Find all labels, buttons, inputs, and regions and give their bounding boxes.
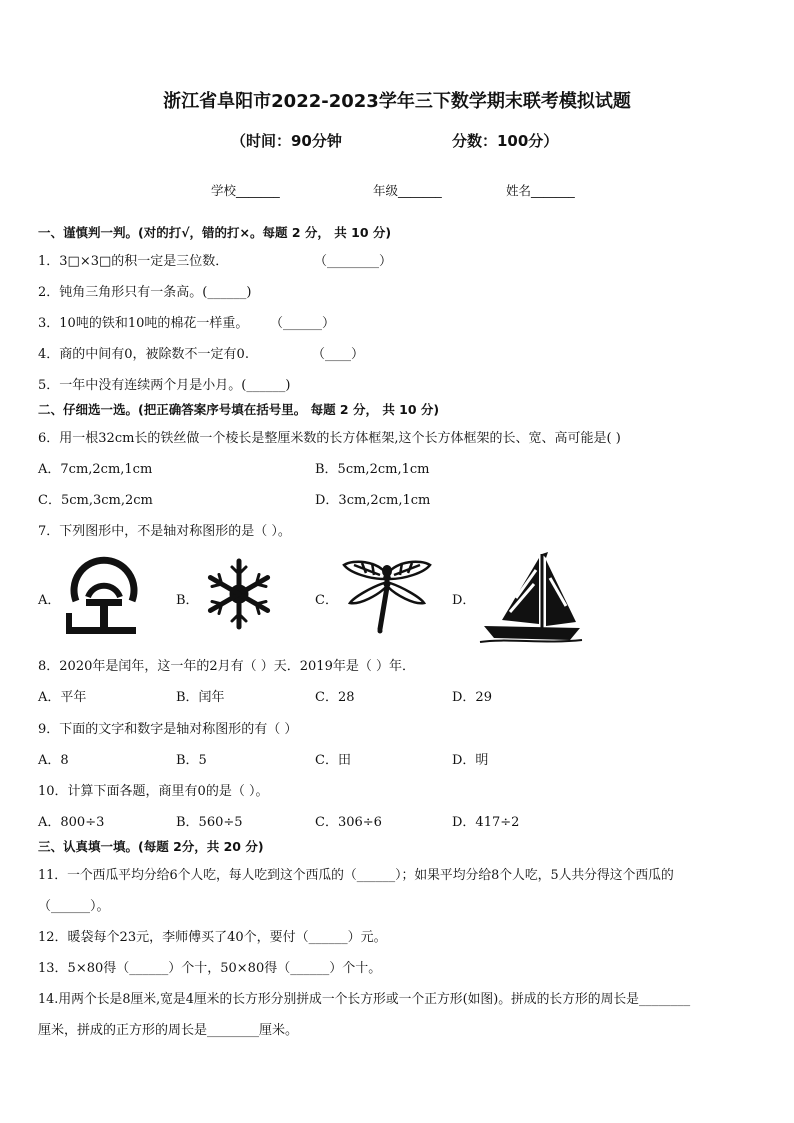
question-1: 1．3□×3□的积一定是三位数． bbox=[38, 254, 229, 269]
question-9: 9．下面的文字和数字是轴对称图形的有（ ） bbox=[38, 722, 298, 737]
question-7: 7．下列图形中，不是轴对称图形的是（ ）。 bbox=[38, 524, 291, 539]
question-6-option-c: C．5cm,3cm,2cm bbox=[38, 493, 153, 508]
question-10-option-b: B．560÷5 bbox=[176, 815, 243, 830]
question-1-blank: （________） bbox=[314, 254, 393, 269]
question-9-option-c: C．田 bbox=[315, 753, 351, 768]
question-10-option-a: A．800÷3 bbox=[38, 815, 105, 830]
question-4-blank: （____） bbox=[312, 347, 365, 362]
question-5: 5．一年中没有连续两个月是小月。(______) bbox=[38, 378, 291, 393]
question-13: 13．5×80得（______）个十，50×80得（______）个十。 bbox=[38, 961, 382, 976]
section-1-heading: 一、谨慎判一判。(对的打√，错的打×。每题 2 分， 共 10 分) bbox=[38, 225, 392, 240]
question-3-blank: （______） bbox=[270, 316, 336, 331]
question-8: 8．2020年是闰年，这一年的2月有（ ）天．2019年是（ ）年． bbox=[38, 659, 415, 674]
question-9-option-b: B．5 bbox=[176, 753, 207, 768]
question-7-option-d: D． bbox=[452, 593, 476, 608]
question-6-option-b: B．5cm,2cm,1cm bbox=[315, 462, 430, 477]
question-12: 12．暖袋每个23元，李师傅买了40个，要付（______）元。 bbox=[38, 930, 387, 945]
question-6: 6．用一根32cm长的铁丝做一个棱长是整厘米数的长方体框架,这个长方体框架的长、宽、高可能是( ) bbox=[38, 431, 621, 446]
question-4: 4．商的中间有0，被除数不一定有0. bbox=[38, 347, 249, 362]
subway-logo-icon bbox=[62, 553, 146, 639]
question-14-line-1: 14.用两个长是8厘米,宽是4厘米的长方形分别拼成一个长方形或一个正方形(如图)。拼成的长方形的周长是________ bbox=[38, 992, 691, 1007]
section-2-heading: 二、仔细选一选。(把正确答案序号填在括号里。 每题 2 分， 共 10 分) bbox=[38, 402, 440, 417]
question-11-line-1: 11．一个西瓜平均分给6个人吃，每人吃到这个西瓜的（______）；如果平均分给8个人吃，5人共分得这个西瓜的 bbox=[38, 868, 674, 883]
question-6-option-a: A．7cm,2cm,1cm bbox=[38, 462, 153, 477]
grade-field: 年级_______ bbox=[373, 183, 442, 198]
question-9-option-a: A．8 bbox=[38, 753, 69, 768]
page-title: 浙江省阜阳市2022-2023学年三下数学期末联考模拟试题 bbox=[163, 91, 631, 112]
question-10-option-c: C．306÷6 bbox=[315, 815, 382, 830]
question-7-option-c: C． bbox=[315, 593, 338, 608]
question-14-line-2: 厘米，拼成的正方形的周长是________厘米。 bbox=[38, 1023, 299, 1038]
exam-score: 分数：100分） bbox=[452, 132, 559, 150]
question-8-option-a: A．平年 bbox=[38, 690, 87, 705]
question-2: 2．钝角三角形只有一条高。(______) bbox=[38, 285, 252, 300]
question-3: 3．10吨的铁和10吨的棉花一样重。 bbox=[38, 316, 249, 331]
question-9-option-d: D．明 bbox=[452, 753, 489, 768]
section-3-heading: 三、认真填一填。(每题 2分，共 20 分) bbox=[38, 839, 264, 854]
exam-time: （时间：90分钟 bbox=[231, 132, 342, 150]
question-10: 10．计算下面各题，商里有0的是（ ）。 bbox=[38, 784, 269, 799]
question-10-option-d: D．417÷2 bbox=[452, 815, 520, 830]
question-11-line-2: （______）。 bbox=[38, 899, 110, 914]
school-field: 学校_______ bbox=[211, 183, 280, 198]
dragonfly-icon bbox=[340, 557, 434, 635]
question-7-option-b: B． bbox=[176, 593, 199, 608]
snowflake-icon bbox=[200, 556, 278, 632]
name-field: 姓名_______ bbox=[506, 183, 575, 198]
sailboat-icon bbox=[476, 548, 584, 644]
question-6-option-d: D．3cm,2cm,1cm bbox=[315, 493, 431, 508]
question-8-option-b: B．闰年 bbox=[176, 690, 225, 705]
question-8-option-d: D．29 bbox=[452, 690, 492, 705]
question-7-option-a: A． bbox=[38, 593, 61, 608]
question-8-option-c: C．28 bbox=[315, 690, 355, 705]
